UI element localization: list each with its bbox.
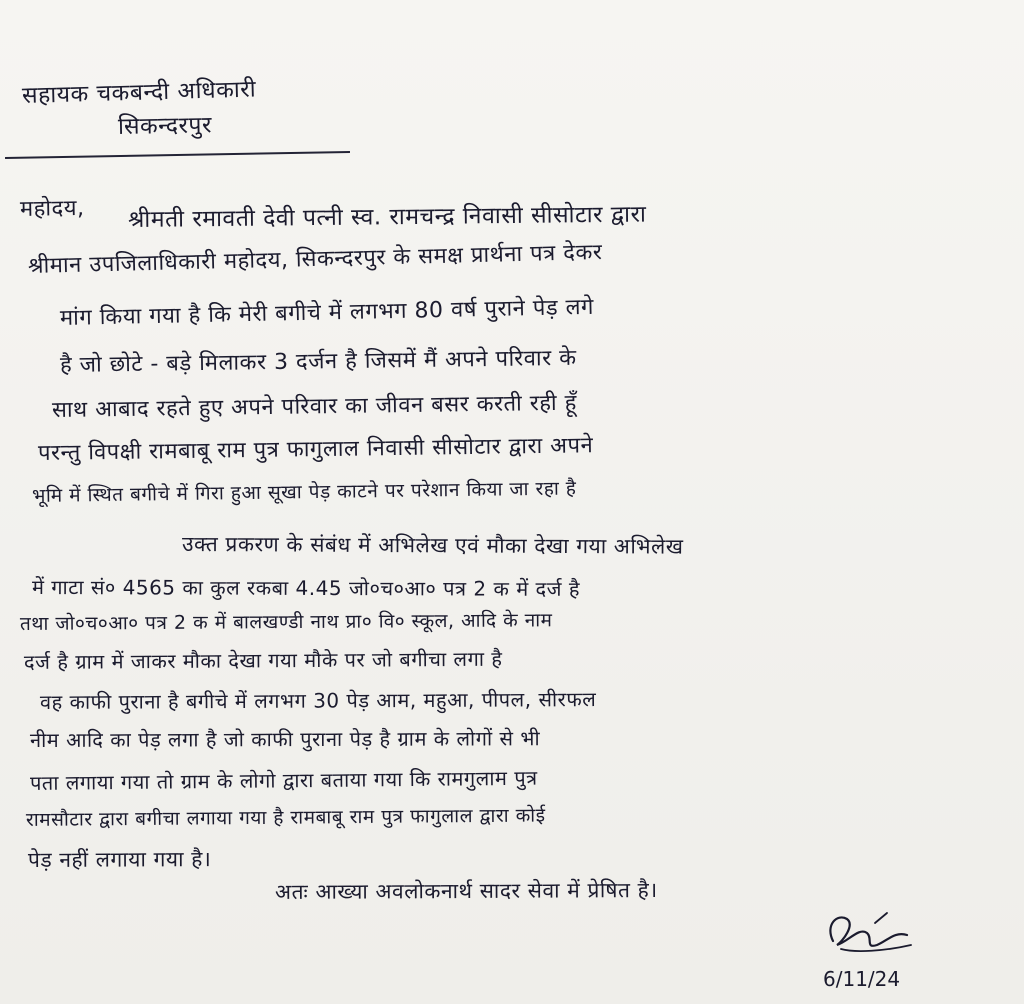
body-line: में गाटा सं० 4565 का कुल रकबा 4.45 जो०च०आ० पत्र 2 क में दर्ज है: [31, 575, 581, 601]
body-line: मांग किया गया है कि मेरी बगीचे में लगभग 80 वर्ष पुराने पेड़ लगे: [59, 294, 595, 331]
salutation: महोदय,: [19, 195, 85, 222]
header-underline: [5, 151, 350, 159]
body-line: पता लगाया गया तो ग्राम के लोगो द्वारा बताया गया कि रामगुलाम पुत्र: [29, 765, 538, 795]
body-line: श्रीमती रमावती देवी पत्नी स्व. रामचन्द्र निवासी सीसोटार द्वारा: [127, 201, 647, 233]
body-line: दर्ज है ग्राम में जाकर मौका देखा गया मौके पर जो बगीचा लगा है: [23, 646, 503, 674]
body-line: भूमि में स्थित बगीचे में गिरा हुआ सूखा पेड़ काटने पर परेशान किया जा रहा है: [31, 477, 577, 507]
signature-date: 6/11/24: [823, 967, 901, 991]
signature-block: [815, 905, 935, 1000]
body-line: उक्त प्रकरण के संबंध में अभिलेख एवं मौका देखा गया अभिलेख: [181, 532, 684, 559]
body-line: परन्तु विपक्षी रामबाबू राम पुत्र फागुलाल निवासी सीसोटार द्वारा अपने: [37, 433, 594, 466]
signature-scribble: [815, 905, 935, 971]
body-line: पेड़ नहीं लगाया गया है।: [27, 847, 212, 872]
body-line: है जो छोटे - बड़े मिलाकर 3 दर्जन है जिसमें मैं अपने परिवार के: [59, 345, 577, 378]
body-line: तथा जो०च०आ० पत्र 2 क में बालखण्डी नाथ प्रा० वि० स्कूल, आदि के नाम: [19, 609, 553, 635]
addressee-place: सिकन्दरपुर: [117, 112, 213, 140]
closing-line: अतः आख्या अवलोकनार्थ सादर सेवा में प्रेषित है।: [274, 877, 658, 904]
body-line: नीम आदि का पेड़ लगा है जो काफी पुराना पेड़ है ग्राम के लोगों से भी: [29, 726, 541, 752]
addressee-title: सहायक चकबन्दी अधिकारी: [21, 76, 257, 109]
body-line: रामसौटार द्वारा बगीचा लगाया गया है रामबाबू राम पुत्र फागुलाल द्वारा कोई: [25, 804, 546, 831]
body-line: श्रीमान उपजिलाधिकारी महोदय, सिकन्दरपुर के समक्ष प्रार्थना पत्र देकर: [27, 239, 603, 279]
body-line: वह काफी पुराना है बगीचे में लगभग 30 पेड़ आम, महुआ, पीपल, सीरफल: [39, 687, 597, 714]
body-line: साथ आबाद रहते हुए अपने परिवार का जीवन बसर करती रही हूँ: [51, 390, 577, 423]
